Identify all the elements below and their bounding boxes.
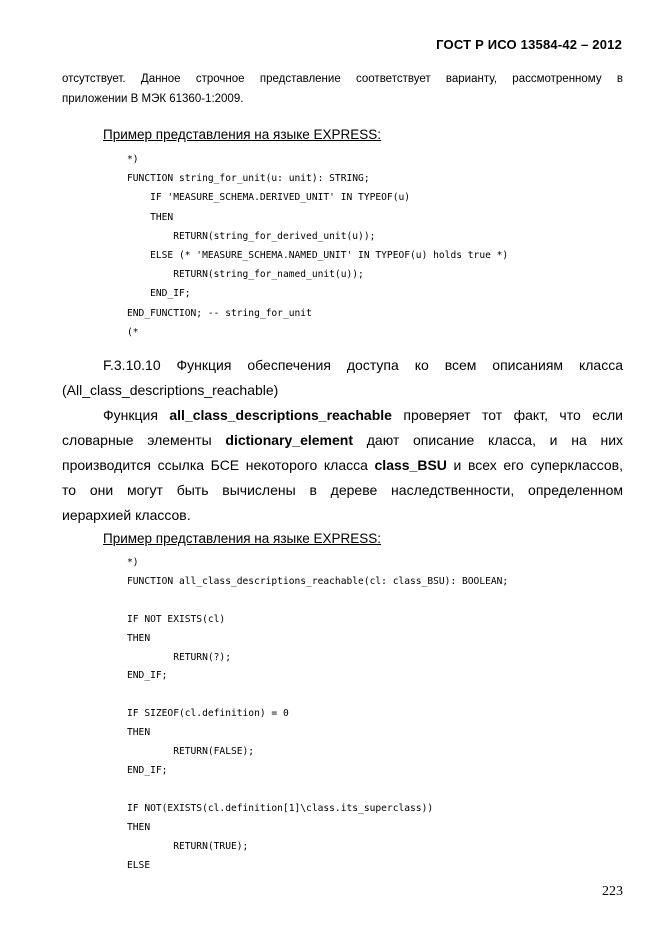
document-header: ГОСТ Р ИСО 13584-42 – 2012 (436, 37, 622, 52)
description-line-4: то они могут быть вычислены в дереве наследственности, определенном (62, 482, 623, 498)
example-heading-1: Пример представления на языке EXPRESS: (103, 127, 382, 142)
element-name: dictionary_element (225, 432, 354, 448)
section-title (62, 353, 623, 403)
description-line-5: иерархией классов. (62, 507, 191, 523)
text-fragment: проверяет тот факт, что если (391, 407, 623, 423)
text-fragment: Функция (103, 407, 170, 423)
text-fragment: дают описание класса, и на них (353, 432, 624, 448)
page-number: 223 (602, 884, 623, 899)
description-line-2 (62, 428, 623, 453)
function-description (62, 403, 623, 528)
example-heading-2: Пример представления на языке EXPRESS: (103, 531, 382, 546)
text-fragment: словарные элементы (62, 432, 226, 448)
intro-line-2: приложении В МЭК 61360-1:2009. (62, 93, 244, 105)
text-fragment: производится ссылка БСЕ некоторого класса (62, 457, 375, 473)
text-fragment: и всех его суперклассов, (446, 457, 623, 473)
intro-line-1: отсутствует. Данное строчное представление соответствует варианту, рассмотренному в (62, 73, 623, 85)
section-title-line-2: (All_class_descriptions_reachable) (62, 382, 279, 398)
intro-paragraph (62, 69, 623, 109)
class-name: class_BSU (374, 457, 447, 473)
code-block-string-for-unit: *) FUNCTION string_for_unit(u: unit): STRING; IF 'MEASURE_SCHEMA.DERIVED_UNIT' IN TYPEOF(u) THEN RETURN(string_for_derived_unit(u)); ELSE (* 'MEASURE_SCHEMA.NAMED_UNIT' IN TYPEOF(u) holds true *) RETURN(string_for_named_unit(u)); END_IF; END_FUNCTION; -- string_for_unit (* (127, 154, 509, 338)
description-line-1 (62, 403, 623, 428)
function-name: all_class_descriptions_reachable (169, 407, 392, 423)
description-line-3 (62, 453, 623, 478)
code-block-all-class-descriptions: *) FUNCTION all_class_descriptions_reachable(cl: class_BSU): BOOLEAN; IF NOT EXISTS(cl) THEN RETURN(?); END_IF; IF SIZEOF(cl.definition) = 0 THEN RETURN(FALSE); END_IF; IF NOT(EXISTS(cl.definition[1]\class.its_superclass)) THEN RETURN(TRUE); ELSE (127, 557, 509, 871)
section-title-line-1: F.3.10.10 Функция обеспечения доступа ко всем описаниям класса (103, 357, 623, 373)
